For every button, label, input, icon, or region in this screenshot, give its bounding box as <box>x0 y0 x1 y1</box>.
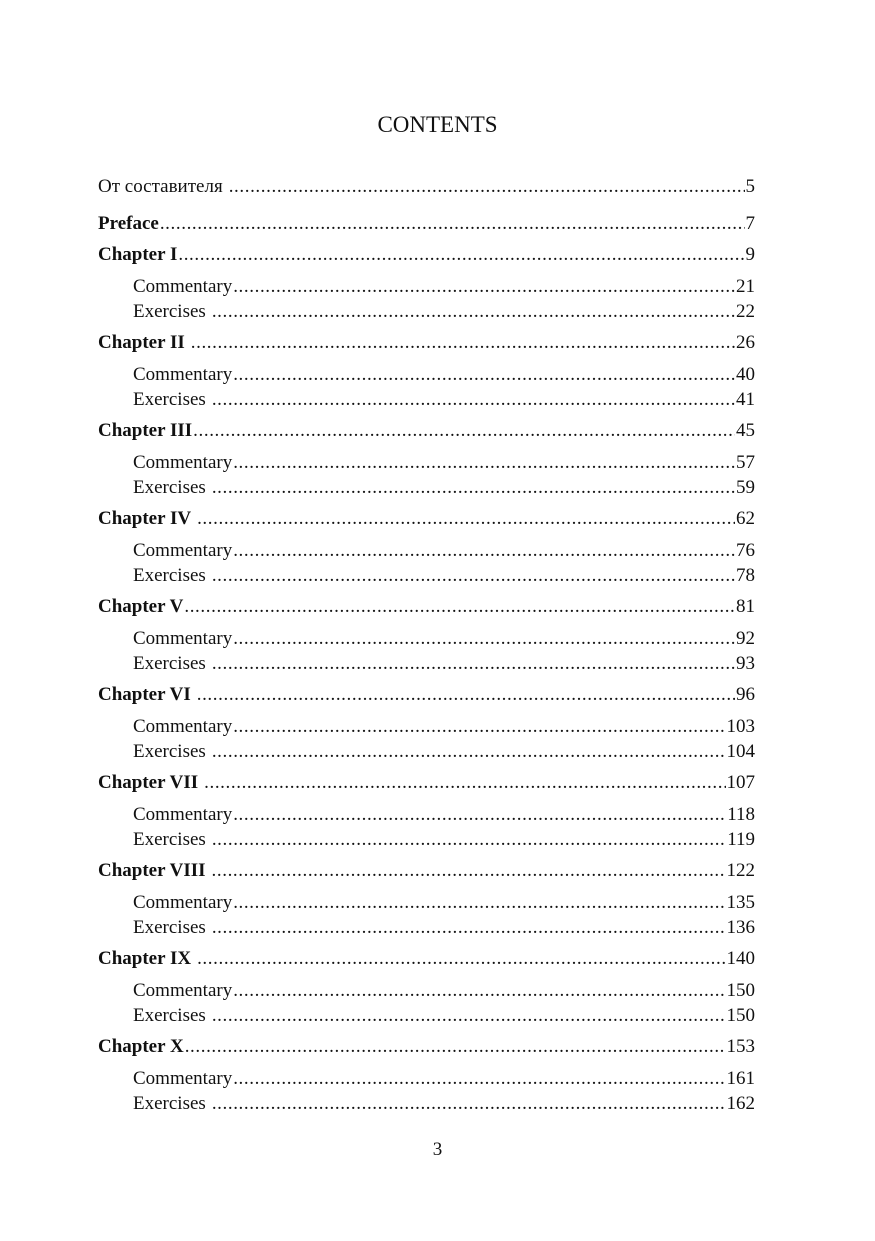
dot-leader <box>233 364 735 386</box>
dot-leader <box>233 980 725 1002</box>
dot-leader <box>233 1068 725 1090</box>
toc-entry-exercises <box>133 653 755 675</box>
toc-entry-label: Exercises <box>133 389 206 410</box>
toc-entry-commentary <box>133 804 755 826</box>
page-number: 3 <box>432 1139 443 1160</box>
dot-leader <box>229 176 745 198</box>
toc-entry-label: Commentary <box>133 892 233 913</box>
toc-entry-commentary <box>133 716 755 738</box>
toc-entry-page: 5 <box>745 176 755 197</box>
toc-entry-label: Commentary <box>133 980 233 1001</box>
dot-leader <box>212 860 726 882</box>
dot-leader <box>212 741 726 763</box>
toc-entry-page: 7 <box>745 213 755 234</box>
toc-entry-label: Exercises <box>133 477 206 498</box>
toc-entry-exercises <box>133 829 755 851</box>
toc-entry-label: Preface <box>98 213 159 234</box>
toc-entry-chapter-7 <box>98 772 755 794</box>
toc-entry-page: 140 <box>726 948 755 969</box>
toc-entry-page: 21 <box>736 276 755 297</box>
toc-entry-exercises <box>133 477 755 499</box>
toc-entry-page: 107 <box>726 772 755 793</box>
toc-entry-label: Commentary <box>133 364 233 385</box>
toc-entry-page: 59 <box>736 477 755 498</box>
toc-entry-page: 150 <box>726 980 755 1001</box>
toc-entry-page: 26 <box>736 332 755 353</box>
toc-entry-label: Chapter VII <box>98 772 199 793</box>
dot-leader <box>184 596 735 618</box>
toc-entry-page: 78 <box>736 565 755 586</box>
toc-entry-label: Chapter V <box>98 596 184 617</box>
toc-entry-page: 93 <box>736 653 755 674</box>
toc-entry-introduction <box>98 176 755 198</box>
toc-entry-label: Exercises <box>133 1005 206 1026</box>
toc-entry-exercises <box>133 741 755 763</box>
toc-entry-chapter-3 <box>98 420 755 442</box>
dot-leader <box>233 804 726 826</box>
toc-entry-label: Chapter VI <box>98 684 191 705</box>
toc-entry-commentary <box>133 452 755 474</box>
dot-leader <box>233 892 725 914</box>
toc-entry-page: 161 <box>726 1068 755 1089</box>
toc-entry-page: 96 <box>736 684 755 705</box>
toc-entry-page: 104 <box>726 741 755 762</box>
toc-entry-chapter-2 <box>98 332 755 354</box>
dot-leader <box>212 389 735 411</box>
dot-leader <box>197 948 725 970</box>
toc-entry-commentary <box>133 980 755 1002</box>
toc-entry-label: Exercises <box>133 653 206 674</box>
toc-entry-page: 62 <box>736 508 755 529</box>
toc-entry-label: Exercises <box>133 829 206 850</box>
dot-leader <box>212 301 735 323</box>
toc-entry-page: 92 <box>736 628 755 649</box>
toc-entry-label: Commentary <box>133 1068 233 1089</box>
toc-entry-preface <box>98 213 755 235</box>
dot-leader <box>212 1005 726 1027</box>
toc-entry-commentary <box>133 364 755 386</box>
dot-leader <box>197 508 735 530</box>
toc-entry-exercises <box>133 917 755 939</box>
dot-leader <box>212 1093 726 1115</box>
toc-entry-chapter-10 <box>98 1036 755 1058</box>
dot-leader <box>212 829 726 851</box>
toc-entry-label: Chapter II <box>98 332 185 353</box>
toc-entry-page: 9 <box>745 244 755 265</box>
toc-entry-page: 118 <box>727 804 755 825</box>
toc-entry-page: 162 <box>726 1093 755 1114</box>
toc-entry-label: Commentary <box>133 628 233 649</box>
toc-entry-page: 150 <box>726 1005 755 1026</box>
dot-leader <box>233 716 725 738</box>
toc-entry-label: Exercises <box>133 565 206 586</box>
dot-leader <box>233 452 735 474</box>
toc-entry-page: 41 <box>736 389 755 410</box>
dot-leader <box>185 1036 726 1058</box>
toc-entry-exercises <box>133 565 755 587</box>
toc-entry-chapter-1 <box>98 244 755 266</box>
toc-entry-page: 40 <box>736 364 755 385</box>
dot-leader <box>212 653 735 675</box>
toc-entry-label: Chapter III <box>98 420 193 441</box>
toc-entry-label: Exercises <box>133 741 206 762</box>
toc-entry-exercises <box>133 1093 755 1115</box>
toc-entry-page: 81 <box>736 596 755 617</box>
dot-leader <box>197 684 735 706</box>
toc-entry-page: 135 <box>726 892 755 913</box>
toc-entry-exercises <box>133 389 755 411</box>
toc-entry-label: Chapter IV <box>98 508 192 529</box>
toc-entry-page: 119 <box>727 829 755 850</box>
toc-entry-page: 122 <box>726 860 755 881</box>
dot-leader <box>233 628 735 650</box>
dot-leader <box>204 772 725 794</box>
toc-entry-label: Commentary <box>133 452 233 473</box>
toc-entry-chapter-5 <box>98 596 755 618</box>
dot-leader <box>178 244 744 266</box>
dot-leader <box>233 276 735 298</box>
toc-entry-label: Commentary <box>133 540 233 561</box>
toc-entry-label: Commentary <box>133 716 233 737</box>
dot-leader <box>233 540 735 562</box>
toc-entry-label: Exercises <box>133 301 206 322</box>
toc-entry-page: 45 <box>736 420 755 441</box>
toc-entry-page: 136 <box>726 917 755 938</box>
toc-entry-chapter-4 <box>98 508 755 530</box>
toc-entry-label: Commentary <box>133 276 233 297</box>
toc-entry-exercises <box>133 1005 755 1027</box>
toc-entry-exercises <box>133 301 755 323</box>
toc-entry-chapter-9 <box>98 948 755 970</box>
toc-entry-label: Chapter I <box>98 244 178 265</box>
toc-entry-label: Chapter VIII <box>98 860 206 881</box>
toc-entry-page: 76 <box>736 540 755 561</box>
toc-entry-commentary <box>133 628 755 650</box>
toc-entry-chapter-6 <box>98 684 755 706</box>
toc-entry-page: 103 <box>726 716 755 737</box>
toc-entry-commentary <box>133 892 755 914</box>
toc-entry-label: Exercises <box>133 1093 206 1114</box>
toc-entry-label: От составителя <box>98 176 223 197</box>
toc-entry-page: 57 <box>736 452 755 473</box>
toc-entry-chapter-8 <box>98 860 755 882</box>
dot-leader <box>212 477 735 499</box>
toc-entry-commentary <box>133 540 755 562</box>
dot-leader <box>193 420 735 442</box>
page-title: CONTENTS <box>377 112 498 137</box>
toc-entry-commentary <box>133 1068 755 1090</box>
toc-entry-page: 153 <box>726 1036 755 1057</box>
toc-entry-label: Exercises <box>133 917 206 938</box>
dot-leader <box>212 917 726 939</box>
dot-leader <box>191 332 735 354</box>
toc-entry-label: Chapter X <box>98 1036 184 1057</box>
toc-entry-commentary <box>133 276 755 298</box>
toc-entry-label: Commentary <box>133 804 233 825</box>
dot-leader <box>212 565 735 587</box>
dot-leader <box>160 213 745 235</box>
toc-entry-label: Chapter IX <box>98 948 192 969</box>
toc-entry-page: 22 <box>736 301 755 322</box>
